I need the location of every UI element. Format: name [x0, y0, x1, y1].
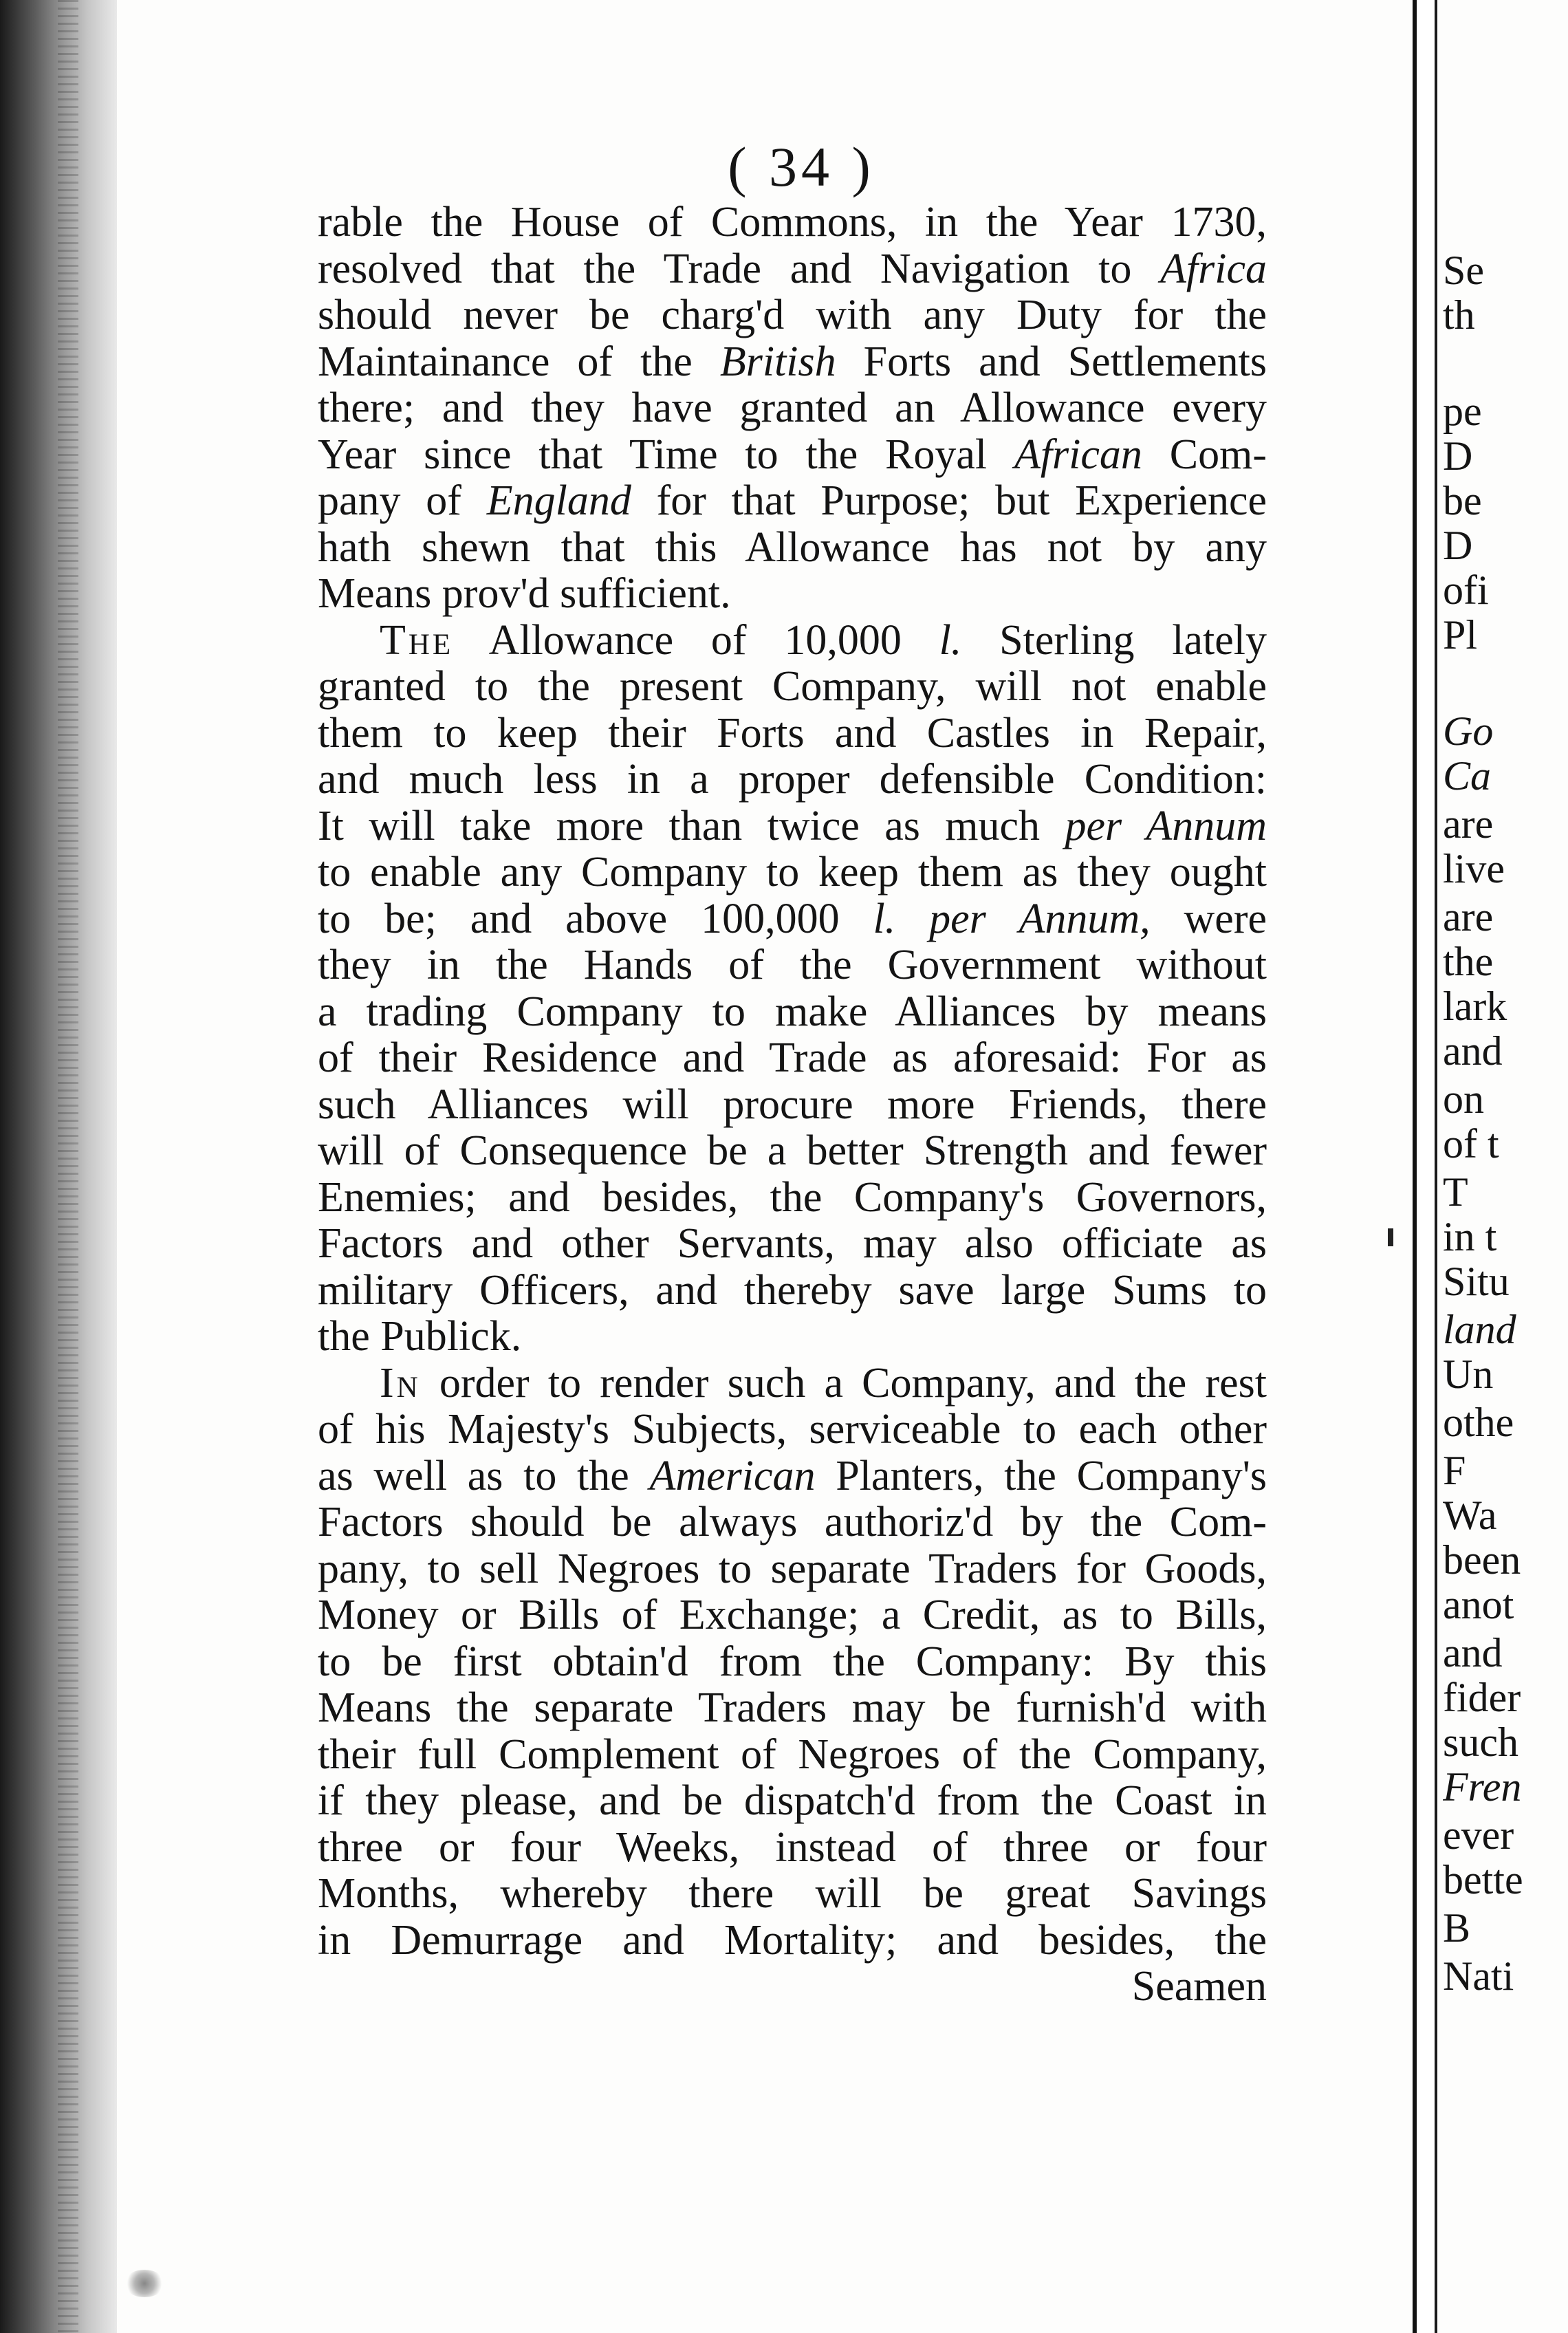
right-page-fragment: Fren: [1443, 1764, 1522, 1810]
right-page-fragment: Se: [1443, 248, 1484, 293]
ink-mark: [1388, 1228, 1393, 1246]
right-page-fragment: Nati: [1443, 1953, 1514, 1999]
right-page-fragment: Situ: [1443, 1259, 1510, 1304]
text-run: Factors should be always authoriz'd by the Com-: [318, 1499, 1267, 1545]
right-page-fragment: Pl: [1443, 612, 1478, 658]
text-line: [318, 1732, 1267, 1779]
right-page-fragment: been: [1443, 1537, 1521, 1583]
text-line: [318, 1314, 1267, 1360]
text-line: [318, 1221, 1267, 1268]
text-run: Allowance of 10,000: [453, 616, 939, 664]
text-run: resolved that the Trade and Navigation to: [318, 245, 1161, 292]
small-caps-run: In: [380, 1359, 421, 1407]
text-line: [318, 339, 1267, 386]
right-page-fragment: are: [1443, 801, 1494, 847]
right-page-fragment: in t: [1443, 1214, 1497, 1259]
text-run: military Officers, and thereby save large Sums to: [318, 1266, 1267, 1314]
text-line: [318, 292, 1267, 339]
text-line: [318, 849, 1267, 896]
right-page-fragment: on: [1443, 1076, 1484, 1122]
italic-run: Africa: [1160, 245, 1267, 292]
text-run: Maintainance of the: [318, 338, 720, 385]
text-line: [318, 1778, 1267, 1825]
right-page-fragment: othe: [1443, 1400, 1514, 1445]
right-page-text: [1437, 0, 1568, 2333]
text-run: rable the House of Commons, in the Year 1730,: [318, 199, 1267, 246]
text-run: should never be charg'd with any Duty for the: [318, 292, 1267, 338]
italic-run: per Annum: [1065, 802, 1267, 849]
text-line: [318, 1825, 1267, 1871]
text-line: [318, 896, 1267, 943]
page-number: ( 34 ): [728, 135, 875, 198]
text-run: for that Purpose; but Experience: [631, 477, 1267, 524]
text-line: [318, 803, 1267, 850]
text-run: granted to the present Company, will not enable: [318, 663, 1267, 710]
right-page-fragment: anot: [1443, 1582, 1514, 1627]
text-run: them to keep their Forts and Castles in Repair,: [318, 709, 1267, 757]
text-line: [318, 1082, 1267, 1129]
text-run: pany of: [318, 477, 487, 524]
small-caps-run: The: [380, 616, 454, 664]
right-page-fragment: and: [1443, 1630, 1503, 1675]
text-line: [318, 942, 1267, 989]
right-page-fragment: ever: [1443, 1812, 1514, 1858]
text-run: three or four Weeks, instead of three or four: [318, 1823, 1267, 1871]
right-page-fragment: Wa: [1443, 1493, 1497, 1538]
text-line: [318, 1546, 1267, 1593]
text-run: Money or Bills of Exchange; a Credit, as to Bills,: [318, 1592, 1267, 1638]
right-page-fragment: D: [1443, 523, 1473, 568]
right-page-fragment: T: [1443, 1169, 1468, 1215]
right-page-fragment: bette: [1443, 1857, 1523, 1902]
text-run: Com-: [1142, 431, 1267, 478]
text-line: [318, 1175, 1267, 1222]
italic-run: l.: [939, 616, 962, 664]
text-line: [318, 1128, 1267, 1175]
text-line: [318, 1453, 1267, 1500]
right-page-fragment: th: [1443, 292, 1475, 338]
right-page-fragment: live: [1443, 846, 1505, 891]
right-page-fragment: B: [1443, 1905, 1471, 1951]
body-text: [318, 199, 1267, 2010]
text-run: a trading Company to make Alliances by means: [318, 988, 1267, 1035]
right-page-fragment: Ca: [1443, 753, 1492, 799]
text-line: [318, 1639, 1267, 1686]
text-run: order to render such a Company, and the rest: [420, 1359, 1267, 1407]
text-run: Months, whereby there will be great Savings: [318, 1870, 1267, 1917]
gutter-shadow: [58, 0, 78, 2333]
text-line: [318, 246, 1267, 293]
text-line: [318, 385, 1267, 432]
text-run: Sterling lately: [961, 616, 1267, 664]
text-run: Seamen: [1131, 1963, 1267, 2010]
text-line: [318, 1268, 1267, 1314]
text-line: [318, 571, 1267, 618]
right-page-fragment: Un: [1443, 1352, 1494, 1397]
text-line: [318, 989, 1267, 1036]
right-page-fragment: be: [1443, 478, 1482, 523]
text-line: [318, 1360, 1267, 1407]
text-run: as well as to the: [318, 1452, 650, 1499]
text-line: [318, 1871, 1267, 1918]
text-run: Year since that Time to the Royal: [318, 431, 1014, 478]
right-page-fragment: Go: [1443, 708, 1494, 754]
text-line: [318, 664, 1267, 710]
text-run: Planters, the Company's: [815, 1452, 1267, 1499]
right-page-fragment: are: [1443, 894, 1494, 940]
right-page-fragment: ofi: [1443, 567, 1489, 613]
book-gutter: [0, 0, 117, 2333]
text-line: [318, 710, 1267, 757]
right-page-fragment: such: [1443, 1719, 1518, 1765]
right-page-fragment: fider: [1443, 1675, 1521, 1720]
right-page-fragment: D: [1443, 433, 1473, 479]
text-run: Forts and Settlements: [836, 338, 1267, 385]
right-page-fragment: and: [1443, 1028, 1503, 1074]
italic-run: British: [719, 338, 836, 385]
text-run: hath shewn that this Allowance has not by any: [318, 523, 1267, 571]
italic-run: l. per Annum,: [873, 895, 1151, 942]
text-run: Enemies; and besides, the Company's Governors,: [318, 1173, 1267, 1221]
right-page-fragment: the: [1443, 939, 1494, 984]
right-page-fragment: lark: [1443, 984, 1507, 1029]
ink-smudge: [124, 2270, 165, 2297]
text-line: [318, 199, 1267, 246]
right-page-fragment: land: [1443, 1307, 1516, 1352]
text-run: of his Majesty's Subjects, serviceable to each other: [318, 1406, 1267, 1453]
text-run: in Demurrage and Mortality; and besides, the: [318, 1916, 1267, 1964]
text-run: their full Complement of Negroes of the Company,: [318, 1730, 1267, 1778]
text-run: of their Residence and Trade as aforesaid: For as: [318, 1034, 1267, 1081]
text-line: [318, 1918, 1267, 1964]
text-line: [318, 1035, 1267, 1082]
text-line: [318, 478, 1267, 525]
text-run: It will take more than twice as much: [318, 802, 1065, 849]
text-run: Means the separate Traders may be furnish'd with: [318, 1684, 1267, 1731]
text-line: [318, 1685, 1267, 1732]
text-run: they in the Hands of the Government without: [318, 942, 1267, 988]
text-run: Factors and other Servants, may also officiate as: [318, 1220, 1267, 1267]
text-line: [318, 525, 1267, 572]
text-run: and much less in a proper defensible Condition:: [318, 756, 1267, 803]
right-page-fragment: of t: [1443, 1121, 1499, 1166]
text-line: [318, 1592, 1267, 1639]
right-page-fragment: pe: [1443, 389, 1482, 434]
text-run: will of Consequence be a better Strength and fewer: [318, 1127, 1267, 1174]
text-run: there; and they have granted an Allowance every: [318, 384, 1267, 431]
text-run: were: [1150, 895, 1267, 942]
text-line: [318, 432, 1267, 479]
text-line: [318, 1407, 1267, 1453]
italic-run: American: [649, 1452, 816, 1499]
italic-run: England: [486, 477, 631, 524]
text-line: [318, 618, 1267, 664]
text-run: to be; and above 100,000: [318, 895, 873, 942]
catchword: [318, 1964, 1267, 2010]
text-run: to enable any Company to keep them as they ought: [318, 849, 1267, 896]
text-run: such Alliances will procure more Friends, there: [318, 1081, 1267, 1128]
text-line: [318, 1499, 1267, 1546]
text-run: to be first obtain'd from the Company: By this: [318, 1638, 1267, 1685]
italic-run: African: [1014, 431, 1142, 478]
text-run: if they please, and be dispatch'd from the Coast in: [318, 1777, 1267, 1824]
text-line: [318, 757, 1267, 803]
text-run: the Publick.: [318, 1313, 522, 1360]
right-page-fragment: F: [1443, 1448, 1466, 1493]
text-run: pany, to sell Negroes to separate Traders for Goods,: [318, 1545, 1267, 1592]
text-run: Means prov'd sufficient.: [318, 570, 731, 617]
